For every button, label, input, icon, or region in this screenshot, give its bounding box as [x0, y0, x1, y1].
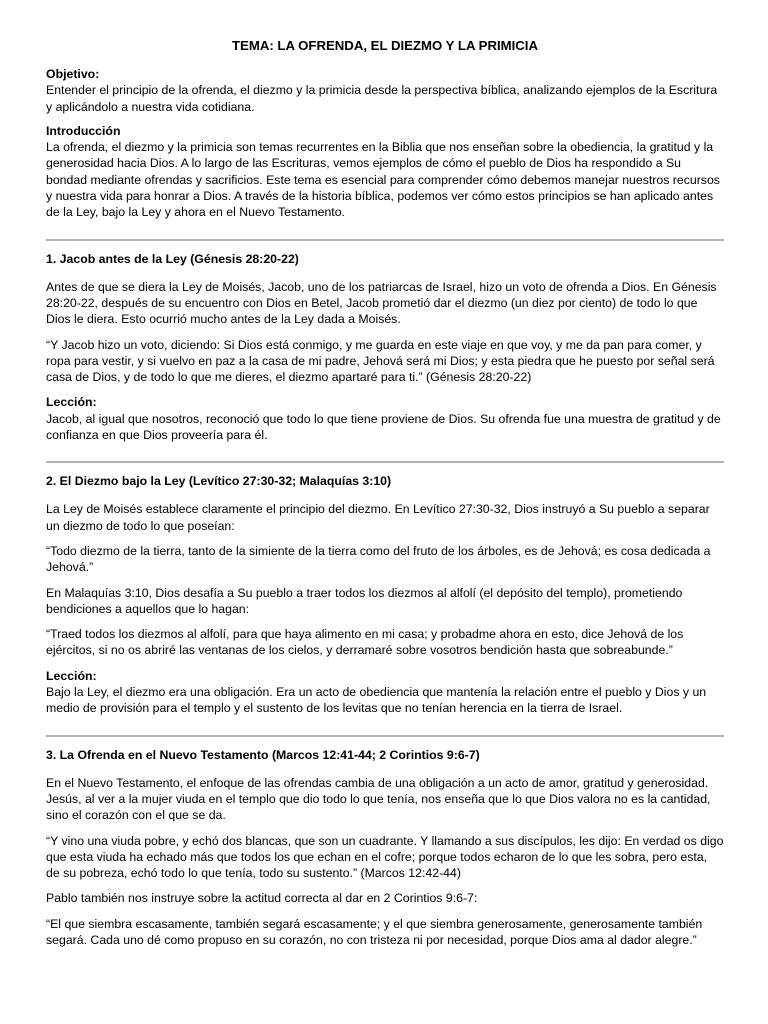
introduction-block — [46, 123, 724, 221]
document-title: TEMA: LA OFRENDA, EL DIEZMO Y LA PRIMICIA — [231, 38, 538, 53]
section-paragraph: La Ley de Moisés establece claramente el principio del diezmo. En Levítico 27:30-32, Dios instruyó a Su pueblo a separar un diezmo de todo lo que poseían: — [46, 502, 710, 533]
section-heading: 3. La Ofrenda en el Nuevo Testamento (Marcos 12:41-44; 2 Corintios 9:6-7) — [46, 747, 480, 762]
section-diezmo-ley — [46, 473, 724, 716]
lesson-label: Lección: — [46, 395, 97, 410]
section-jacob — [46, 251, 724, 444]
section-divider — [46, 239, 724, 241]
lesson-label: Lección: — [46, 668, 97, 683]
lesson-text: Jacob, al igual que nosotros, reconoció que todo lo que tiene proviene de Dios. Su ofrenda fue una muestra de gratitud y de confianza en que Dios proveería para él. — [46, 411, 721, 443]
section-paragraph: Pablo también nos instruye sobre la actitud correcta al dar en 2 Corintios 9:6-7: — [46, 891, 478, 906]
section-heading: 2. El Diezmo bajo la Ley (Levítico 27:30-32; Malaquías 3:10) — [46, 474, 392, 489]
section-divider — [46, 461, 724, 463]
section-paragraph: En Malaquías 3:10, Dios desafía a Su pueblo a traer todos los diezmos al alfolí (el depósito del templo), prometiendo bendiciones a aquellos que lo hagan: — [46, 585, 683, 616]
introduction-text: La ofrenda, el diezmo y la primicia son temas recurrentes en la Biblia que nos enseñan sobre la obediencia, la gratitud y la generosidad hacia Dios. A lo largo de las Escrituras, vemos ejemplos de cómo el pueblo de Dios ha respondido a Su bondad mediante ofrendas y sacrificios. Este tema es esencial para comprender cómo debemos manejar nuestros recursos y nuestra vida para honrar a Dios. A través de la historia bíblica, podemos ver cómo estos principios se han aplicado antes de la Ley, bajo la Ley y ahora en el Nuevo Testamento. — [46, 140, 720, 220]
scripture-quote: “Todo diezmo de la tierra, tanto de la simiente de la tierra como del fruto de los árboles, es de Jehová; es cosa dedicada a Jehová.” — [46, 543, 711, 575]
scripture-quote: “Y Jacob hizo un voto, diciendo: Si Dios está conmigo, y me guarda en este viaje en que voy, y me da pan para comer, y ropa para vestir, y si vuelvo en paz a la casa de mi padre, Jehová será mi Dios; y esta piedra que he puesto por señal será casa de Dios, y de todo lo que me dieres, el diezmo apartaré para ti.” (Génesis 28:20-22) — [46, 337, 715, 385]
lesson-text: Bajo la Ley, el diezmo era una obligación. Era un acto de obediencia que mantenía la relación entre el pueblo y Dios y un medio de provisión para el templo y el sustento de los levitas que no tenían herencia en la tierra de Israel. — [46, 685, 707, 716]
objective-block — [46, 66, 724, 115]
objective-text: Entender el principio de la ofrenda, el diezmo y la primicia desde la perspectiva bíblica, analizando ejemplos de la Escritura y aplicándolo a nuestra vida cotidiana. — [46, 83, 718, 114]
scripture-quote: “El que siembra escasamente, también segará escasamente; y el que siembra generosamente, generosamente también segará. Cada uno dé como propuso en su corazón, no con tristeza ni por necesidad, porque Dios ama al dador alegre.” — [46, 916, 703, 947]
section-heading: 1. Jacob antes de la Ley (Génesis 28:20-22) — [46, 251, 299, 266]
section-paragraph: Antes de que se diera la Ley de Moisés, Jacob, uno de los patriarcas de Israel, hizo un voto de ofrenda a Dios. En Génesis 28:20-22, después de su encuentro con Dios en Betel, Jacob prometió dar el diezmo (un diez por ciento) de todo lo que Dios le diera. Esto ocurrió mucho antes de la Ley dada a Moisés. — [46, 279, 717, 327]
section-paragraph: En el Nuevo Testamento, el enfoque de las ofrendas cambia de una obligación a un acto de amor, gratitud y generosidad. Jesús, al ver a la mujer viuda en el templo que dio todo lo que tenía, nos enseña que lo que Dios valora no es la cantidad, sino el corazón con el que se da. — [46, 775, 711, 823]
scripture-quote: “Traed todos los diezmos al alfolí, para que haya alimento en mi casa; y probadme ahora en esto, dice Jehová de los ejércitos, si no os abriré las ventanas de los cielos, y derramaré sobre vosotros bendición hasta que sobreabunde.” — [46, 627, 684, 658]
introduction-label: Introducción — [46, 123, 121, 138]
section-divider — [46, 735, 724, 737]
section-ofrenda-nt — [46, 747, 724, 949]
objective-label: Objetivo: — [46, 67, 100, 81]
scripture-quote: “Y vino una viuda pobre, y echó dos blancas, que son un cuadrante. Y llamando a sus discípulos, les dijo: En verdad os digo que esta viuda ha echado más que todos los que echan en el cofre; porque todos echaron de lo que les sobra, pero esta, de su pobreza, echó todo lo que tenía, todo su sustento.” (Marcos 12:42-44) — [46, 833, 724, 881]
